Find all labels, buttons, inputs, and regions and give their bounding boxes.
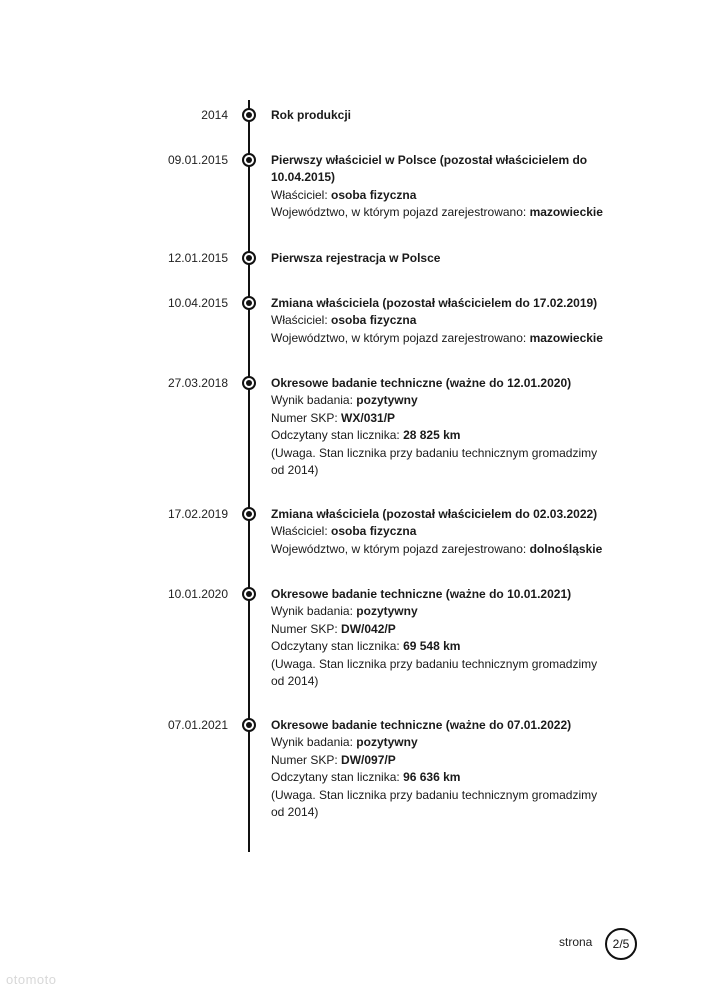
detail-label: Właściciel: bbox=[271, 187, 332, 202]
detail-label: Numer SKP: bbox=[271, 410, 342, 425]
detail-value: DW/042/P bbox=[341, 621, 396, 636]
entry-content bbox=[271, 152, 611, 222]
entry-content bbox=[271, 586, 611, 690]
entry-detail-line bbox=[271, 638, 611, 655]
entry-detail-line bbox=[271, 523, 611, 540]
detail-value: 69 548 km bbox=[403, 639, 461, 654]
detail-label: Wynik badania: bbox=[271, 735, 357, 750]
detail-label: Właściciel: bbox=[271, 524, 332, 539]
entry-detail-line bbox=[271, 787, 611, 822]
entry-title: Okresowe badanie techniczne (ważne do 12.01.2020) bbox=[271, 376, 572, 390]
entry-content bbox=[271, 107, 611, 124]
entry-detail-line bbox=[271, 330, 611, 347]
timeline-marker-icon bbox=[242, 718, 256, 732]
entry-detail-line bbox=[271, 621, 611, 638]
entry-content bbox=[271, 506, 611, 558]
entry-detail-line bbox=[271, 445, 611, 480]
entry-detail-line bbox=[271, 541, 611, 558]
entry-detail-line bbox=[271, 734, 611, 751]
detail-value: WX/031/P bbox=[341, 410, 396, 425]
detail-value: DW/097/P bbox=[341, 752, 396, 767]
detail-label: Wynik badania: bbox=[271, 393, 357, 408]
detail-value: osoba fizyczna bbox=[331, 187, 417, 202]
timeline-axis bbox=[248, 100, 250, 852]
detail-value: osoba fizyczna bbox=[331, 524, 417, 539]
detail-label: (Uwaga. Stan licznika przy badaniu technicznym gromadzimy od 2014) bbox=[271, 656, 598, 689]
entry-date: 07.01.2021 bbox=[167, 718, 228, 732]
entry-date: 2014 bbox=[201, 108, 228, 122]
detail-value: pozytywny bbox=[356, 735, 418, 750]
entry-content bbox=[271, 250, 611, 267]
detail-label: Województwo, w którym pojazd zarejestrowano: bbox=[271, 541, 530, 556]
entry-content bbox=[271, 375, 611, 479]
entry-date: 10.04.2015 bbox=[167, 296, 228, 310]
entry-date: 10.01.2020 bbox=[167, 587, 228, 601]
timeline-marker-icon bbox=[242, 153, 256, 167]
entry-detail-line bbox=[271, 392, 611, 409]
detail-label: Odczytany stan licznika: bbox=[271, 639, 404, 654]
entry-detail-line bbox=[271, 769, 611, 786]
entry-detail-line bbox=[271, 752, 611, 769]
entry-content bbox=[271, 717, 611, 821]
entry-detail-line bbox=[271, 656, 611, 691]
detail-label: Odczytany stan licznika: bbox=[271, 428, 404, 443]
detail-value: pozytywny bbox=[356, 604, 418, 619]
entry-detail-line bbox=[271, 312, 611, 329]
detail-label: Numer SKP: bbox=[271, 752, 342, 767]
entry-date: 27.03.2018 bbox=[167, 376, 228, 390]
detail-value: mazowieckie bbox=[529, 205, 603, 220]
page-label: strona bbox=[559, 935, 593, 949]
detail-value: dolnośląskie bbox=[529, 541, 603, 556]
detail-value: osoba fizyczna bbox=[331, 313, 417, 328]
entry-title: Pierwszy właściciel w Polsce (pozostał właścicielem do 10.04.2015) bbox=[271, 153, 588, 185]
entry-content bbox=[271, 295, 611, 347]
entry-detail-line bbox=[271, 603, 611, 620]
timeline-marker-icon bbox=[242, 108, 256, 122]
timeline-marker-icon bbox=[242, 251, 256, 265]
entry-detail-line bbox=[271, 204, 611, 221]
page-number: 2/5 bbox=[612, 937, 630, 951]
detail-label: (Uwaga. Stan licznika przy badaniu technicznym gromadzimy od 2014) bbox=[271, 787, 598, 820]
entry-date: 12.01.2015 bbox=[167, 251, 228, 265]
detail-value: 96 636 km bbox=[403, 770, 461, 785]
detail-label: (Uwaga. Stan licznika przy badaniu technicznym gromadzimy od 2014) bbox=[271, 445, 598, 478]
detail-label: Właściciel: bbox=[271, 313, 332, 328]
detail-label: Województwo, w którym pojazd zarejestrowano: bbox=[271, 330, 530, 345]
detail-value: 28 825 km bbox=[403, 428, 461, 443]
detail-label: Województwo, w którym pojazd zarejestrowano: bbox=[271, 205, 530, 220]
entry-title: Rok produkcji bbox=[271, 108, 352, 122]
watermark: otomoto bbox=[6, 972, 57, 987]
entry-title: Zmiana właściciela (pozostał właścicielem do 02.03.2022) bbox=[271, 507, 598, 521]
detail-label: Wynik badania: bbox=[271, 604, 357, 619]
timeline-marker-icon bbox=[242, 376, 256, 390]
entry-date: 09.01.2015 bbox=[167, 153, 228, 167]
entry-detail-line bbox=[271, 187, 611, 204]
entry-title: Okresowe badanie techniczne (ważne do 10.01.2021) bbox=[271, 587, 572, 601]
entry-title: Pierwsza rejestracja w Polsce bbox=[271, 251, 441, 265]
page-number-badge bbox=[605, 928, 637, 960]
timeline-marker-icon bbox=[242, 296, 256, 310]
detail-value: pozytywny bbox=[356, 393, 418, 408]
entry-date: 17.02.2019 bbox=[167, 507, 228, 521]
detail-label: Numer SKP: bbox=[271, 621, 342, 636]
detail-label: Odczytany stan licznika: bbox=[271, 770, 404, 785]
timeline-marker-icon bbox=[242, 587, 256, 601]
detail-value: mazowieckie bbox=[529, 330, 603, 345]
entry-detail-line bbox=[271, 427, 611, 444]
timeline-marker-icon bbox=[242, 507, 256, 521]
entry-title: Okresowe badanie techniczne (ważne do 07.01.2022) bbox=[271, 718, 572, 732]
entry-title: Zmiana właściciela (pozostał właścicielem do 17.02.2019) bbox=[271, 296, 598, 310]
entry-detail-line bbox=[271, 410, 611, 427]
